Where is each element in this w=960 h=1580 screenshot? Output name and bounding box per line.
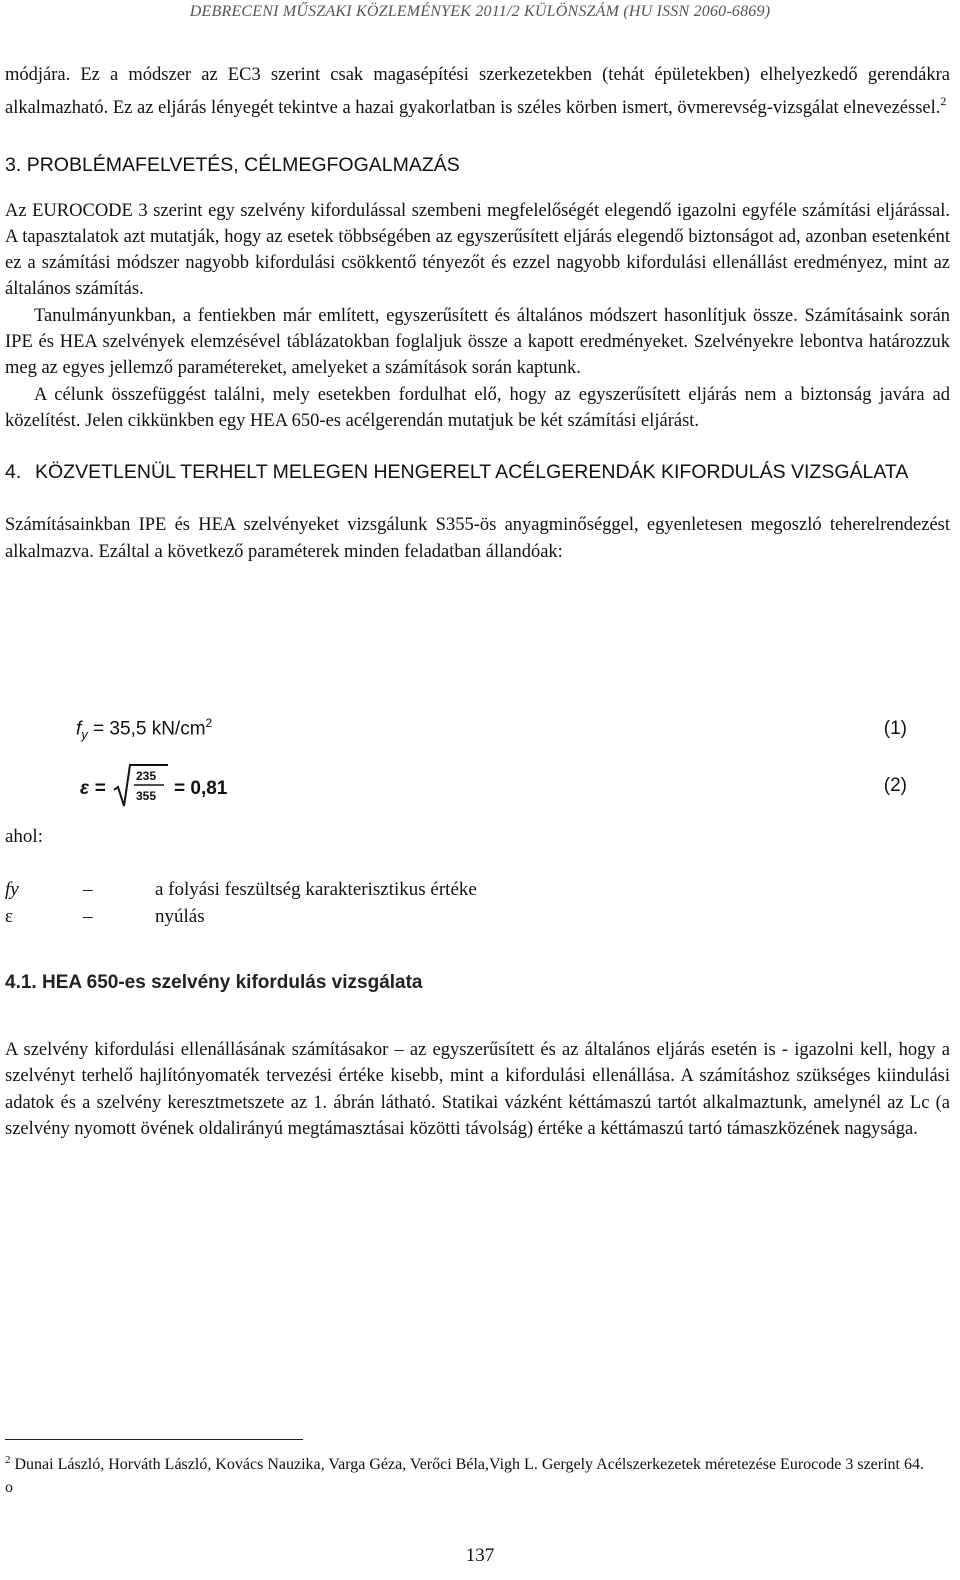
epsilon-formula-image [76,760,276,814]
section-3-paragraph-3: A célunk összefüggést találni, mely esetekben fordulhat elő, hogy az egyszerűsített eljárás nem a biztonság javára ad közelítést. Jelen cikkünkben egy HEA 650-es acélgerendán mutatjuk be két számítási eljárást. [5,384,950,431]
definition-row [5,879,950,906]
section-4-paragraph: Számításainkban IPE és HEA szelvényeket vizsgálunk S355-ös anyagminőséggel, egyenletesen megoszló teherelrendezést alkalmazva. Ezáltal a következő paraméterek minden feladatban állandóak: [5,515,950,562]
svg-text:355: 355 [136,789,157,803]
where-label: ahol: [5,826,43,847]
section-3-paragraph-2: Tanulmányunkban, a fentiekben már említett, egyszerűsített és általános módszert hasonlítjuk össze. Számításaink során IPE és HEA szelvények elemzésével táblázatokban foglaljuk össze a kapott eredményeket. Szelvényekre lebontva határozzuk meg az egyes jellemző paramétereket, amelyeket a számítások során kaptunk. [5,305,950,379]
definition-description: nyúlás [155,906,205,927]
definition-dash: – [83,879,93,900]
section-4-number: 4. [5,461,22,484]
footnote-text: Dunai László, Horváth László, Kovács Nauzika, Varga Géza, Verőci Béla,Vigh L. Gergely Acélszerkezetek méretezése Eurocode 3 szerint 64. o [5,1456,924,1496]
section-3-heading [5,152,950,178]
footnote-rule [5,1439,303,1440]
section-3-title: PROBLÉMAFELVETÉS, CÉLMEGFOGALMAZÁS [26,153,460,176]
equation-1 [0,716,945,756]
journal-header: DEBRECENI MŰSZAKI KÖZLEMÉNYEK 2011/2 KÜLÖNSZÁM (HU ISSN 2060-6869) [189,3,771,20]
svg-text:ε =: ε = [80,778,106,799]
section-4-title: KÖZVETLENÜL TERHELT MELEGEN HENGERELT ACÉLGERENDÁK KIFORDULÁS VIZSGÁLATA [35,461,909,484]
footnote-reference[interactable]: 2 [940,94,947,109]
footnote-number: 2 [5,1454,11,1466]
section-4-heading [5,459,950,486]
section-3-paragraph-1: Az EUROCODE 3 szerint egy szelvény kifordulással szembeni megfelelőségét elegendő igazolni egyféle számítási eljárással. A tapasztalatok azt mutatják, hogy az esetek többségében az egyszerűsített eljárás elegendő biztonságot ad, azonban esetenként ez a számítási módszer nagyobb kifordulási csökkentő tényezőt és ezzel nagyobb kifordulási ellenállást eredményez, mint az általános számítás. [5,200,950,300]
definition-description: a folyási feszültség karakterisztikus értéke [155,879,477,900]
symbol-definitions [5,879,950,933]
page-content [5,62,950,565]
definition-row [5,906,950,933]
equation-2 [0,760,945,814]
footnote [5,1449,935,1499]
definition-symbol: ε [5,906,13,927]
equation-1-number: (1) [883,718,907,739]
svg-text:235: 235 [136,769,157,783]
definition-symbol: fy [5,879,19,900]
svg-text:= 0,81: = 0,81 [174,778,228,799]
section-4-1-paragraph: A szelvény kifordulási ellenállásának számításakor – az egyszerűsített és az általános eljárás esetén is - igazolni kell, hogy a szelvényt terhelő hajlítónyomaték tervezési értéke kisebb, mint a kifordulási ellenállása. A számításhoz szükséges kiindulási adatok és a szelvény keresztmetszete az 1. ábrán látható. Statikai vázként kéttámaszú tartót alkalmaztunk, amelynél az Lc (a szelvény nyomott övének oldalirányú megtámasztásai közötti távolság) értéke a kéttámaszú tartó támaszközének nagysága. [5,1040,950,1139]
section-4-1-heading: 4.1. HEA 650-es szelvény kifordulás vizsgálata [5,972,423,993]
section-3-number: 3. [5,153,22,176]
equation-2-number: (2) [883,775,907,796]
definition-dash: – [83,906,93,927]
equation-1-body: $f_y = 35,5$ $kN/cm^2$ [76,716,213,743]
intro-paragraph: módjára. Ez a módszer az EC3 szerint csak magasépítési szerkezetekben (tehát épületekben) elhelyezkedő gerendákra alkalmazható. Ez az eljárás lényegét tekintve a hazai gyakorlatban is széles körben ismert, övmerevség-vizsgálat elnevezéssel.$^2$ [5,65,950,119]
page-number: 137 [465,1545,495,1566]
